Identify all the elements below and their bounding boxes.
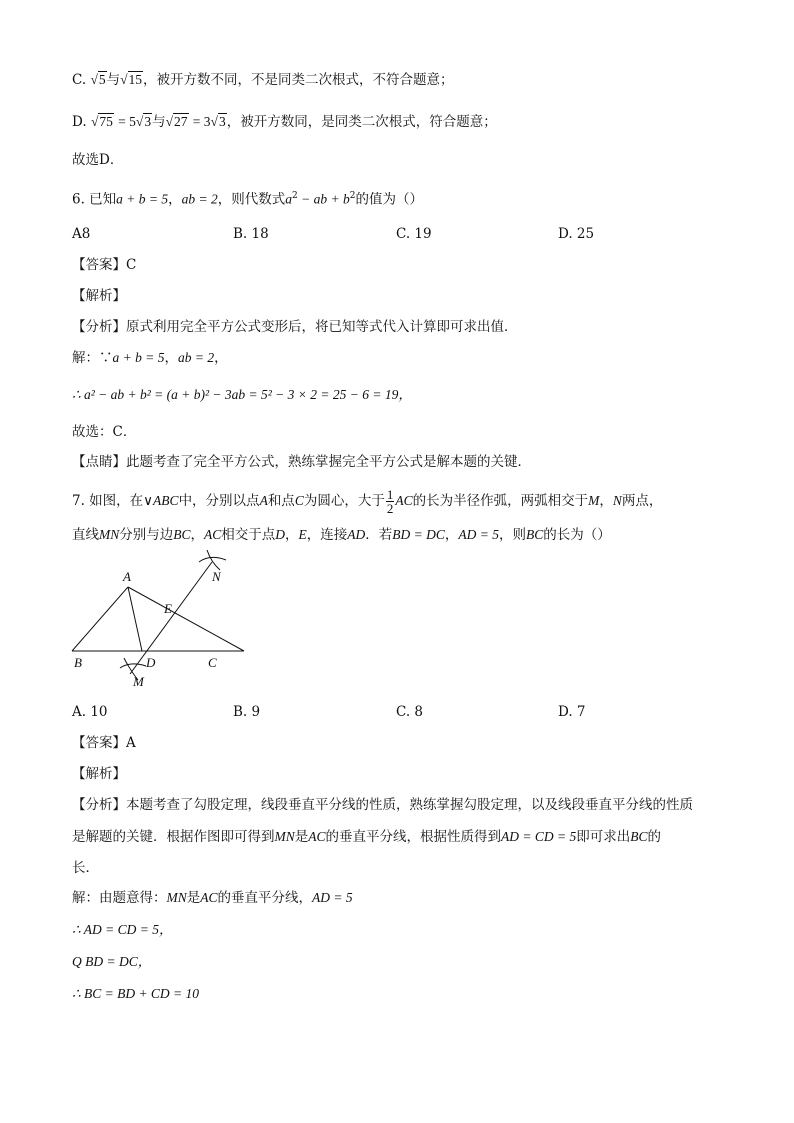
question-7-stem-line-2: 直线MN分别与边BC，AC相交于点D，E，连接AD．若BD = DC，AD = 5，则BC的长为（） bbox=[72, 527, 611, 543]
label-n: N bbox=[212, 569, 221, 584]
choose-d-text: 故选D． bbox=[72, 152, 124, 168]
question-7-stem-line-1: 7. 如图，在∨ABC中，分别以点A和点C为圆心，大于 $\frac{1}{2}$ AC的长为半径作弧，两弧相交于M，N两点， bbox=[72, 487, 663, 516]
question-6-stem: 6. 已知a + b = 5，ab = 2，则代数式$a^2$ − ab + $b^2$的值为（） bbox=[72, 191, 423, 208]
q6-choose: 故选：C． bbox=[72, 424, 137, 440]
label-c: C bbox=[208, 655, 217, 670]
q6-analysis-label: 【解析】 bbox=[72, 288, 126, 304]
option-c-line: C. √5与√15，被开方数不同，不是同类二次根式，不符合题意； bbox=[72, 72, 454, 88]
q7-option-c[interactable]: C. 8 bbox=[396, 704, 424, 720]
q7-analysis-line-3: 长． bbox=[72, 860, 99, 876]
q6-option-d[interactable]: D. 25 bbox=[558, 226, 595, 242]
option-d-line: D. √75 = 5√3与√27 = 3√3，被开方数同，是同类二次根式，符合题意； bbox=[72, 114, 497, 130]
label-m: M bbox=[133, 674, 144, 689]
label-e: E bbox=[164, 601, 172, 616]
q7-answer: 【答案】A bbox=[72, 735, 136, 751]
q6-comment: 【点睛】此题考查了完全平方公式，熟练掌握完全平方公式是解本题的关键． bbox=[72, 454, 531, 470]
q6-answer: 【答案】C bbox=[72, 257, 137, 273]
q7-analysis-label: 【解析】 bbox=[72, 766, 126, 782]
q6-solution-line-1: 解：∵a + b = 5，ab = 2， bbox=[72, 350, 228, 366]
q7-solution-line-3: Q BD = DC， bbox=[72, 954, 152, 969]
line-mn bbox=[130, 562, 212, 674]
q7-option-d[interactable]: D. 7 bbox=[558, 704, 586, 720]
q6-option-a[interactable]: A8 bbox=[72, 226, 91, 242]
q7-option-a[interactable]: A. 10 bbox=[72, 704, 108, 720]
segment-ac bbox=[128, 587, 244, 651]
q6-option-b[interactable]: B. 18 bbox=[233, 226, 269, 242]
label-d: D bbox=[146, 655, 156, 670]
fraction-one-half: $\frac{1}{2}$ bbox=[386, 487, 394, 516]
segment-ab bbox=[72, 587, 128, 651]
q7-analysis-line-2: 是解题的关键．根据作图即可得到MN是AC的垂直平分线，根据性质得到AD = CD = 5即可求出BC的 bbox=[72, 829, 662, 845]
segment-ad bbox=[128, 587, 142, 651]
q7-solution-line-4: ∴ BC = BD + CD = 10 bbox=[72, 986, 200, 1001]
q6-option-c[interactable]: C. 19 bbox=[396, 226, 432, 242]
q7-option-b[interactable]: B. 9 bbox=[233, 704, 261, 720]
q6-solution-line-2: ∴ a² − ab + b² = (a + b)² − 3ab = 5² − 3 × 2 = 25 − 6 = 19， bbox=[72, 387, 412, 402]
q7-solution-line-2: ∴ AD = CD = 5， bbox=[72, 922, 173, 937]
label-b: B bbox=[74, 655, 82, 670]
q7-analysis-line-1: 【分析】本题考查了勾股定理，线段垂直平分线的性质，熟练掌握勾股定理，以及线段垂直平分线的性质 bbox=[72, 797, 693, 813]
arc-m-1 bbox=[120, 664, 146, 668]
triangle-figure bbox=[60, 550, 260, 690]
q6-analysis: 【分析】原式利用完全平方公式变形后，将已知等式代入计算即可求出值． bbox=[72, 319, 518, 335]
q7-solution-line-1: 解：由题意得：MN是AC的垂直平分线，AD = 5 bbox=[72, 890, 353, 906]
label-a: A bbox=[123, 569, 131, 584]
